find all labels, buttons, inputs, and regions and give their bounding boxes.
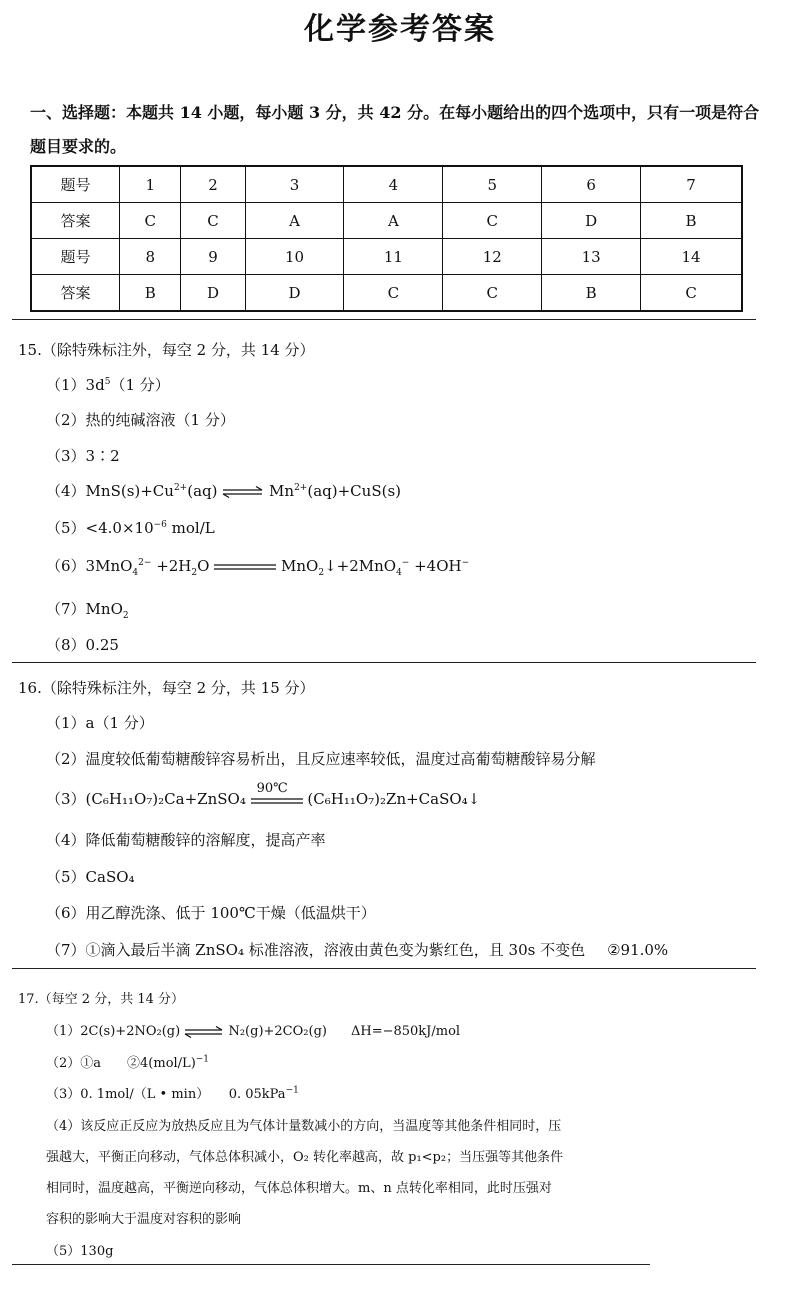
q16-header: 16.（除特殊标注外，每空 2 分，共 15 分）: [18, 679, 315, 697]
subscript: 2: [191, 568, 198, 578]
table-cell: C: [443, 203, 542, 239]
subscript: 2: [122, 611, 129, 621]
answer-text: （7）①滴入最后半滴 ZnSO₄ 标准溶液，溶液由黄色变为紫红色，且 30s 不变色: [46, 941, 586, 959]
table-cell: 4: [344, 166, 443, 203]
q15-answer-2: （2）热的纯碱溶液（1 分）: [46, 411, 235, 429]
section1-intro: 一、选择题：本题共 14 小题，每小题 3 分，共 42 分。在每小题给出的四个选项中，只有一项是符合题目要求的。: [30, 103, 760, 156]
answer-text: （1）2C(s)+2NO₂(g): [46, 1024, 181, 1039]
table-cell: A: [344, 203, 443, 239]
table-cell: C: [120, 203, 181, 239]
table-row: [31, 203, 742, 239]
table-cell: 1: [120, 166, 181, 203]
answer-table: [30, 165, 743, 312]
q17-answer-4-line-4: 容积的影响大于温度对容积的影响: [46, 1212, 242, 1227]
q17-answer-3: [46, 1083, 299, 1102]
table-cell: 10: [245, 239, 344, 275]
table-row: [31, 239, 742, 275]
table-cell: 12: [443, 239, 542, 275]
answer-text: （4）MnS(s)+Cu: [46, 482, 174, 500]
divider: [12, 1264, 650, 1265]
superscript: 2+: [294, 483, 308, 493]
q16-answer-4: （4）降低葡萄糖酸锌的溶解度，提高产率: [46, 831, 326, 849]
table-cell: 3: [245, 166, 344, 203]
answer-text: （3）0. 1mol/（L • min） 0. 05kPa: [46, 1087, 286, 1102]
table-cell: 11: [344, 239, 443, 275]
answer-text: （1）3d: [46, 376, 105, 394]
answer-text: （6）3MnO: [46, 557, 133, 575]
answer-text: +2H: [151, 557, 192, 575]
q17-answer-4-line-2: 强越大，平衡正向移动，气体总体积减小，O₂ 转化率越高，故 p₁<p₂；当压强等其他条件: [46, 1150, 564, 1165]
q16-answer-2: （2）温度较低葡萄糖酸锌容易析出，且反应速率较低，温度过高葡萄糖酸锌易分解: [46, 750, 596, 768]
reaction-condition: [251, 781, 303, 807]
superscript: −: [461, 558, 470, 568]
table-cell: 14: [641, 239, 742, 275]
subscript: 2: [318, 568, 325, 578]
q15-answer-4: [46, 480, 401, 501]
condition-label: 90℃: [256, 781, 288, 796]
q15-answer-6: [46, 555, 469, 576]
table-cell: 7: [641, 166, 742, 203]
table-cell: D: [181, 275, 245, 312]
row-label: 题号: [31, 166, 120, 203]
subscript: 4: [132, 568, 139, 578]
q16-answer-5: （5）CaSO₄: [46, 868, 135, 886]
q17-answer-4-line-1: （4）该反应正反应为放热反应且为气体计量数减小的方向，当温度等其他条件相同时，压: [46, 1119, 562, 1134]
superscript: −1: [285, 1085, 299, 1096]
answer-text: +4OH: [409, 557, 462, 575]
divider: [12, 662, 756, 663]
q15-answer-5: [46, 517, 215, 538]
table-cell: A: [245, 203, 344, 239]
table-row: [31, 166, 742, 203]
table-cell: C: [641, 275, 742, 312]
q15-header: 15.（除特殊标注外，每空 2 分，共 14 分）: [18, 341, 315, 359]
equilibrium-arrow-icon: [184, 1026, 224, 1038]
equilibrium-arrow-icon: [222, 486, 264, 498]
q16-answer-3: [46, 781, 481, 809]
q17-header: 17.（每空 2 分，共 14 分）: [18, 992, 185, 1007]
table-cell: 5: [443, 166, 542, 203]
equals-arrow-icon: [251, 797, 303, 805]
subscript: 4: [396, 568, 402, 578]
table-row: [31, 275, 742, 312]
q15-answer-3: （3）3∶2: [46, 447, 120, 465]
answer-text: （1 分）: [110, 376, 170, 394]
q17-answer-4-line-3: 相同时，温度越高，平衡逆向移动，气体总体积增大。m、n 点转化率相同，此时压强对: [46, 1181, 552, 1196]
answer-text: （3）(C₆H₁₁O₇)₂Ca+ZnSO₄: [46, 790, 246, 808]
row-label: 答案: [31, 203, 120, 239]
divider: [12, 968, 756, 969]
answer-text: N₂(g)+2CO₂(g): [228, 1024, 327, 1039]
table-cell: 8: [120, 239, 181, 275]
table-cell: B: [120, 275, 181, 312]
page-title: 化学参考答案: [304, 12, 496, 47]
answer-text: (aq)+CuS(s): [307, 482, 401, 500]
q16-answer-7: [46, 939, 668, 960]
superscript: −: [401, 558, 410, 568]
answer-text: （5）<4.0×10: [46, 519, 154, 537]
answer-text: (aq): [187, 482, 218, 500]
superscript: −6: [153, 520, 167, 530]
answer-text: （7）MnO: [46, 600, 123, 618]
answer-text: ΔH=−850kJ/mol: [350, 1024, 461, 1039]
q15-answer-1: [46, 374, 170, 395]
row-label: 答案: [31, 275, 120, 312]
table-cell: C: [181, 203, 245, 239]
table-cell: 2: [181, 166, 245, 203]
superscript: 2+: [173, 483, 188, 493]
table-cell: B: [542, 275, 641, 312]
table-cell: D: [542, 203, 641, 239]
superscript: 2−: [138, 558, 152, 568]
answer-text: （2）①a ②4(mol/L): [46, 1056, 196, 1071]
table-cell: C: [443, 275, 542, 312]
q16-answer-6: （6）用乙醇洗涤、低于 100℃干燥（低温烘干）: [46, 904, 376, 922]
table-cell: D: [245, 275, 344, 312]
answer-text: mol/L: [166, 519, 215, 537]
answer-text: (C₆H₁₁O₇)₂Zn+CaSO₄↓: [307, 790, 481, 808]
superscript: 5: [104, 377, 111, 387]
equals-arrow-icon: [214, 563, 276, 571]
answer-text: ↓+2MnO: [324, 557, 397, 575]
table-cell: 13: [542, 239, 641, 275]
table-cell: C: [344, 275, 443, 312]
q17-answer-5: （5）130g: [46, 1244, 114, 1259]
table-cell: 9: [181, 239, 245, 275]
superscript: −1: [195, 1054, 210, 1065]
q15-answer-7: [46, 598, 129, 619]
row-label: 题号: [31, 239, 120, 275]
answer-text: ②91.0%: [607, 941, 669, 959]
divider: [12, 319, 756, 320]
q16-answer-1: （1）a（1 分）: [46, 714, 154, 732]
answer-text: MnO: [281, 557, 319, 575]
answer-text: O: [197, 557, 210, 575]
q17-answer-1: [46, 1020, 460, 1039]
q15-answer-8: （8）0.25: [46, 636, 119, 654]
q17-answer-2: [46, 1052, 209, 1071]
table-cell: 6: [542, 166, 641, 203]
answer-text: Mn: [269, 482, 295, 500]
table-cell: B: [641, 203, 742, 239]
